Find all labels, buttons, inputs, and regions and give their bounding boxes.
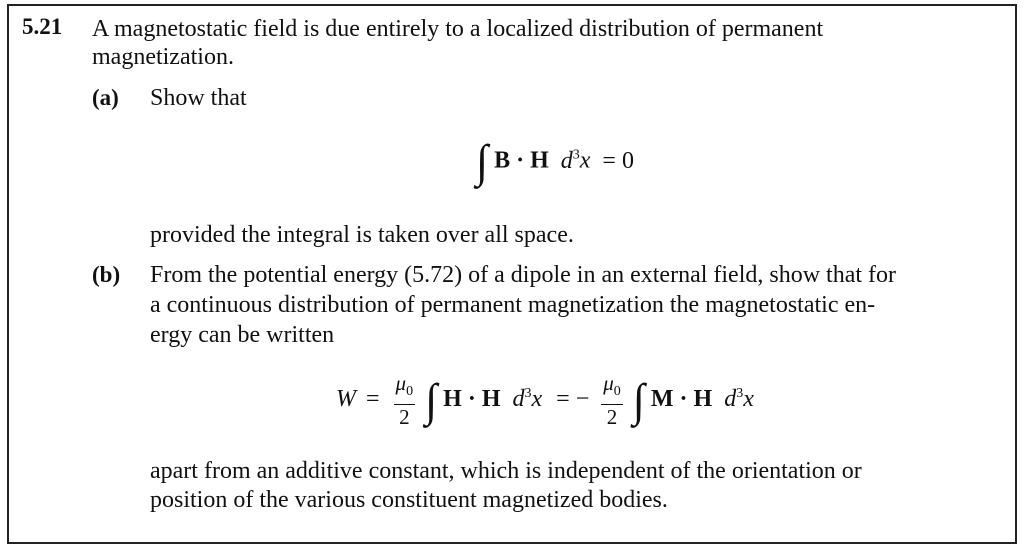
eq-b-H1: H [443,386,462,413]
eq-a-exp: 3 [572,147,580,163]
eq-b-dot: · [467,386,476,413]
problem-intro-line-1: A magnetostatic field is due entirely to a localized distribution of permanent [92,16,824,42]
part-a-text: Show that [150,85,247,111]
eq-b-d: d [512,386,525,413]
eq-b-equals-2: = − [556,386,590,413]
eq-b-dot-2: · [679,386,688,413]
eq-a-B: B [494,147,511,174]
eq-a-dot: · [516,147,525,174]
part-a-after: provided the integral is taken over all space. [150,222,574,248]
part-b-line-2: a continuous distribution of permanent magnetization the magnetostatic en- [150,292,876,318]
eq-a-d: d [560,147,573,174]
integral-sign: ∫ [425,374,438,426]
eq-b-denominator: 2 [399,405,410,430]
part-a-equation [476,135,634,188]
eq-b-fraction-1 [394,372,416,429]
eq-a-x: x [579,147,591,174]
eq-b-mu-sub: 0 [406,384,414,400]
eq-b-mu-2: μ [603,371,614,395]
eq-b-exp-2: 3 [736,386,744,402]
eq-b-x-2: x [743,386,754,413]
part-a-label: (a) [92,85,119,110]
integral-sign: ∫ [476,135,489,188]
eq-b-d-2: d [724,386,737,413]
integral-sign: ∫ [632,374,645,426]
eq-b-W: W [336,386,356,413]
eq-a-rhs: = 0 [602,147,634,174]
part-b-line-1: From the potential energy (5.72) of a dipole in an external field, show that for [150,262,897,288]
part-b-line-3: ergy can be written [150,322,335,348]
eq-b-mu: μ [395,371,407,395]
eq-b-denominator-2: 2 [606,405,618,430]
problem-number: 5.21 [22,14,63,39]
eq-b-equals: = [366,386,380,413]
eq-a-H: H [530,147,549,174]
eq-b-fraction-2 [601,372,623,429]
part-b-equation [336,372,754,429]
eq-b-exp: 3 [524,386,532,402]
problem-intro-line-2: magnetization. [92,44,234,70]
part-b-after-line-2: position of the various constituent magnetized bodies. [150,487,668,513]
part-b-label: (b) [92,262,121,287]
eq-b-M: M [650,386,674,413]
eq-b-mu-sub-2: 0 [613,384,621,400]
eq-b-H3: H [693,386,713,413]
eq-b-x: x [531,386,543,413]
part-b-after-line-1: apart from an additive constant, which is independent of the orientation or [150,458,862,484]
eq-b-H2: H [481,386,501,413]
